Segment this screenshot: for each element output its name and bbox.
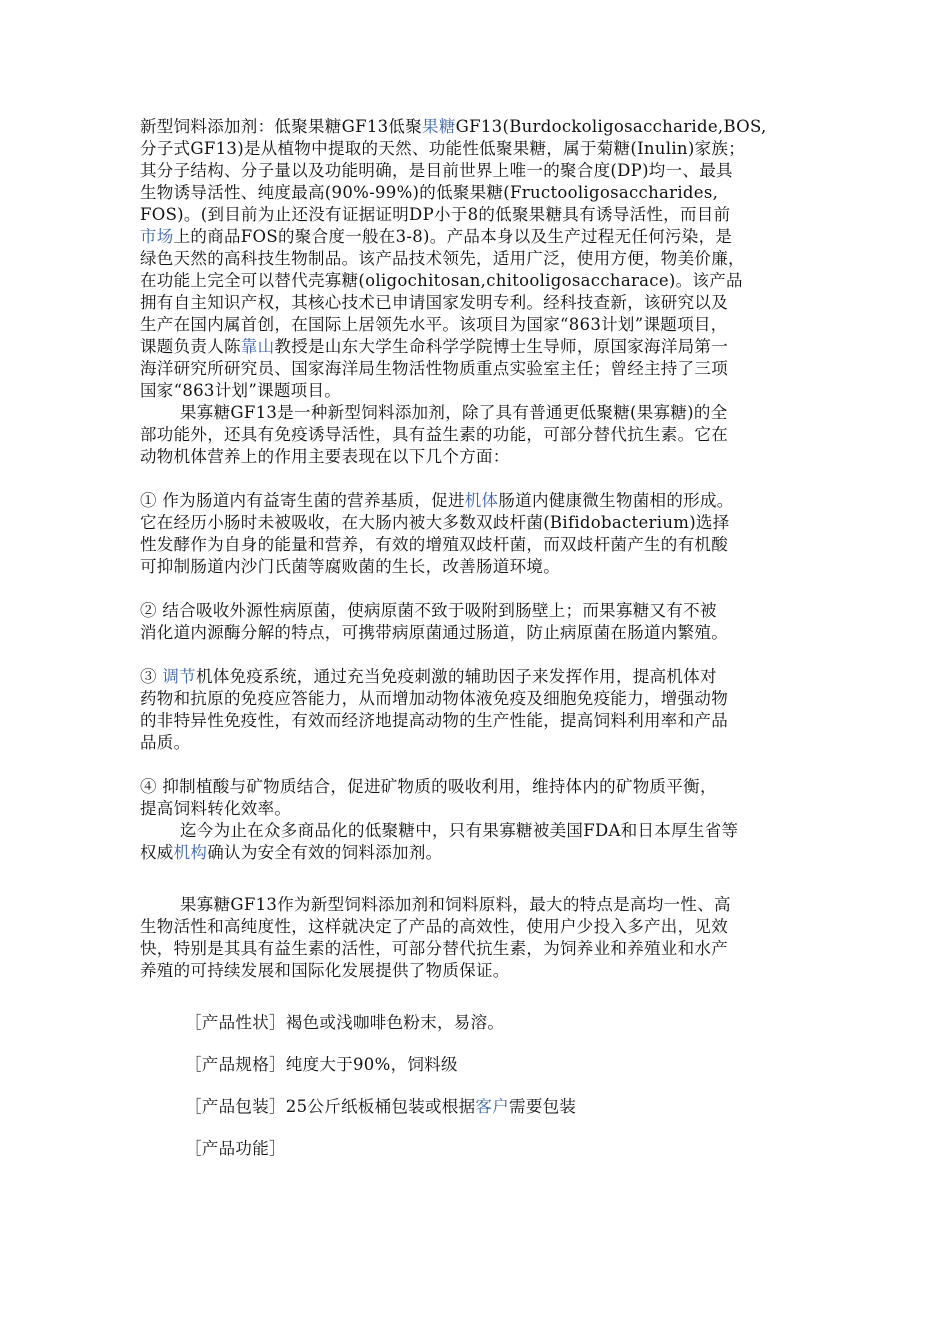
function-item-4 (140, 776, 816, 820)
text-line (140, 688, 816, 710)
text-line (140, 226, 816, 248)
text-line (140, 842, 816, 864)
spacer (140, 1118, 816, 1138)
text-run: 确认为安全有效的饲料添加剂。 (207, 843, 443, 862)
text-line (140, 446, 816, 468)
text-line (140, 380, 816, 402)
text-run: 提高饲料转化效率。 (140, 799, 292, 818)
text-line (140, 820, 816, 842)
text-line (140, 270, 816, 292)
text-line (140, 116, 816, 138)
features-paragraph (140, 894, 816, 982)
keyword-link[interactable]: 果糖 (422, 117, 456, 136)
text-run: 机体免疫系统，通过充当免疫刺激的辅助因子来发挥作用，提高机体对 (195, 667, 717, 686)
text-line (140, 1096, 816, 1118)
keyword-link[interactable]: 机构 (173, 843, 208, 862)
text-run: FOS)。(到目前为止还没有证据证明DP小于8的低聚果糖具有诱导活性，而目前 (140, 205, 731, 224)
keyword-link[interactable]: 调节 (162, 667, 196, 686)
text-run: 课题负责人陈 (140, 337, 241, 356)
intro-paragraph (140, 116, 816, 402)
text-line (140, 622, 816, 644)
text-run: 生物活性和高纯度性，这样就决定了产品的高效性，使用户少投入多产出，见效 (140, 917, 728, 936)
text-run: 可抑制肠道内沙门氏菌等腐败菌的生长，改善肠道环境。 (140, 557, 560, 576)
text-line (140, 894, 816, 916)
text-run: 部功能外，还具有免疫诱导活性，具有益生素的功能，可部分替代抗生素。它在 (140, 425, 728, 444)
text-run: 分子式GF13)是从植物中提取的天然、功能性低聚果糖，属于菊糖(Inulin)家族； (140, 139, 745, 158)
text-line (140, 710, 816, 732)
function-item-2 (140, 600, 816, 644)
keyword-link[interactable]: 客户 (475, 1097, 510, 1116)
text-line (140, 1138, 816, 1160)
keyword-link[interactable]: 靠山 (240, 337, 275, 356)
spacer (140, 468, 816, 490)
spacer (140, 864, 816, 894)
text-run: 快，特别是其具有益生素的活性，可部分替代抗生素，为饲养业和养殖业和水产 (140, 939, 728, 958)
spacer (140, 754, 816, 776)
text-run: 肠道内健康微生物菌相的形成。 (498, 491, 734, 510)
text-run: 海洋研究所研究员、国家海洋局生物活性物质重点实验室主任；曾经主持了三项 (140, 359, 728, 378)
text-run: 绿色天然的高科技生物制品。该产品技术领先，适用广泛，使用方便，物美价廉， (140, 249, 745, 268)
text-run: 拥有自主知识产权，其核心技术已申请国家发明专利。经科技查新，该研究以及 (140, 293, 728, 312)
keyword-link[interactable]: 机体 (464, 491, 499, 510)
text-run: 生产在国内属首创，在国际上居领先水平。该项目为国家“863计划”课题项目， (140, 315, 728, 334)
text-line (140, 248, 816, 270)
spacer (140, 982, 816, 1012)
text-line (140, 916, 816, 938)
text-run: ④ 抑制植酸与矿物质结合，促进矿物质的吸收利用，维持体内的矿物质平衡， (140, 777, 717, 796)
text-run: 性发酵作为自身的能量和营养，有效的增殖双歧杆菌，而双歧杆菌产生的有机酸 (140, 535, 728, 554)
text-line (140, 1054, 816, 1076)
text-run: GF13(Burdockoligosaccharide,BOS, (455, 117, 767, 136)
text-line (140, 292, 816, 314)
text-run: 药物和抗原的免疫应答能力，从而增加动物体液免疫及细胞免疫能力，增强动物 (140, 689, 728, 708)
text-run: 消化道内源酶分解的特点，可携带病原菌通过肠道，防止病原菌在肠道内繁殖。 (140, 623, 728, 642)
spacer (140, 1034, 816, 1054)
feed-additive-paragraph (140, 402, 816, 468)
text-run: 需要包装 (509, 1097, 577, 1116)
text-run: 教授是山东大学生命科学学院博士生导师，原国家海洋局第一 (274, 337, 729, 356)
text-run: ② 结合吸收外源性病原菌，使病原菌不致于吸附到肠壁上；而果寡糖又有不被 (140, 601, 717, 620)
text-run: 果寡糖GF13是一种新型饲料添加剂，除了具有普通更低聚糖(果寡糖)的全 (180, 403, 728, 422)
keyword-link[interactable]: 市场 (140, 227, 174, 246)
text-line (140, 336, 816, 358)
text-run: 动物机体营养上的作用主要表现在以下几个方面： (140, 447, 510, 466)
text-line (140, 204, 816, 226)
text-line (140, 556, 816, 578)
spacer (140, 644, 816, 666)
text-run: 迄今为止在众多商品化的低聚糖中，只有果寡糖被美国FDA和日本厚生省等 (180, 821, 739, 840)
text-run: 其分子结构、分子量以及功能明确，是目前世界上唯一的聚合度(DP)均一、最具 (140, 161, 733, 180)
document-page (140, 116, 816, 1160)
text-run: 生物诱导活性、纯度最高(90%-99%)的低聚果糖(Fructooligosaccharides, (140, 183, 719, 202)
text-run: 上的商品FOS的聚合度一般在3-8)。产品本身以及生产过程无任何污染，是 (173, 227, 733, 246)
function-item-1 (140, 490, 816, 578)
text-line (140, 666, 816, 688)
text-line (140, 358, 816, 380)
text-line (140, 512, 816, 534)
text-line (140, 424, 816, 446)
text-line (140, 798, 816, 820)
function-item-3 (140, 666, 816, 754)
text-line (140, 402, 816, 424)
text-run: 品质。 (140, 733, 191, 752)
text-line (140, 938, 816, 960)
text-line (140, 314, 816, 336)
product-specs (140, 1012, 816, 1160)
text-run: 的非特异性免疫性，有效而经济地提高动物的生产性能，提高饲料利用率和产品 (140, 711, 728, 730)
text-run: ① 作为肠道内有益寄生菌的营养基质，促进 (140, 491, 465, 510)
text-run: 它在经历小肠时未被吸收，在大肠内被大多数双歧杆菌(Bifidobacterium)选择 (140, 513, 730, 532)
text-line (140, 1012, 816, 1034)
text-line (140, 776, 816, 798)
text-line (140, 732, 816, 754)
text-run: ［产品包装］25公斤纸板桶包装或根据 (185, 1097, 476, 1116)
text-run: 新型饲料添加剂：低聚果糖GF13低聚 (140, 117, 423, 136)
text-run: 养殖的可持续发展和国际化发展提供了物质保证。 (140, 961, 510, 980)
text-line (140, 490, 816, 512)
text-run: ［产品性状］褐色或浅咖啡色粉末，易溶。 (185, 1013, 505, 1032)
text-line (140, 138, 816, 160)
text-run: 权威 (140, 843, 174, 862)
text-line (140, 160, 816, 182)
text-run: 果寡糖GF13作为新型饲料添加剂和饲料原料，最大的特点是高均一性、高 (180, 895, 731, 914)
text-run: 国家“863计划”课题项目。 (140, 381, 342, 400)
text-run: 在功能上完全可以替代壳寡糖(oligochitosan,chitooligosaccharace)。该产品 (140, 271, 743, 290)
text-line (140, 182, 816, 204)
safety-paragraph (140, 820, 816, 864)
text-line (140, 600, 816, 622)
text-line (140, 960, 816, 982)
text-run: ［产品规格］纯度大于90%，饲料级 (185, 1055, 458, 1074)
text-line (140, 534, 816, 556)
text-run: ［产品功能］ (185, 1139, 286, 1158)
text-run: ③ (140, 667, 163, 686)
spacer (140, 578, 816, 600)
spacer (140, 1076, 816, 1096)
